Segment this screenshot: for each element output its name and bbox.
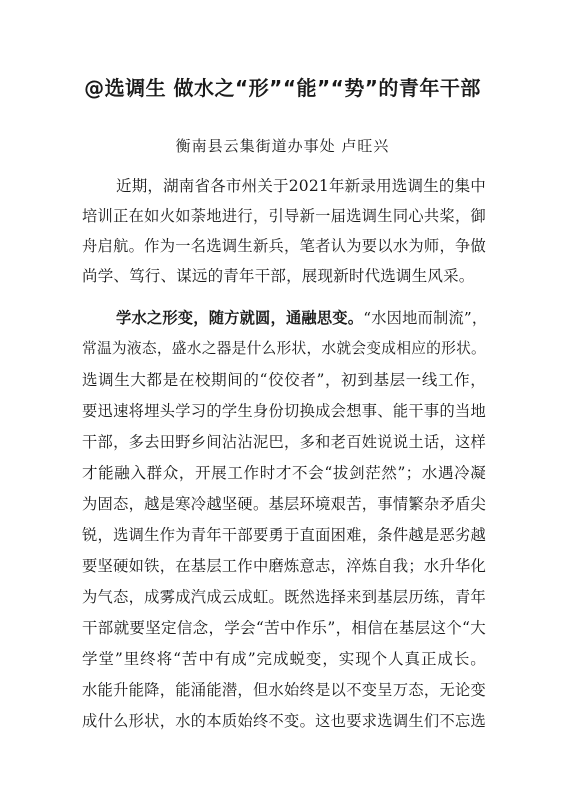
paragraph-2-line: 选调生大都是在校期间的“佼佼者”，初到基层一线工作， <box>82 371 486 389</box>
paragraph-2-line: 要迅速将埋头学习的学生身份切换成会想事、能干事的当地 <box>82 402 486 420</box>
paragraph-2-line: 为气态，成雾成汽成云成虹。既然选择来到基层历练，青年 <box>82 588 486 606</box>
paragraph-2-line: 要坚硬如铁，在基层工作中磨炼意志，淬炼自我；水升华化 <box>82 557 486 575</box>
paragraph-1-line: 近期，湖南省各市州关于2021年新录用选调生的集中 <box>116 177 486 195</box>
paragraph-2-first-rest: “水因地而制流”， <box>363 309 488 327</box>
paragraph-2-line: 学堂”里终将“苦中有成”完成蜕变，实现个人真正成长。 <box>82 650 486 668</box>
paragraph-2-line: 锐，选调生作为青年干部要勇于直面困难，条件越是恶劣越 <box>82 526 486 544</box>
paragraph-2-line: 成什么形状，水的本质始终不变。这也要求选调生们不忘选 <box>82 712 486 730</box>
paragraph-2-line: 常温为液态，盛水之器是什么形状，水就会变成相应的形状。 <box>82 340 486 357</box>
article-title: @选调生 做水之“形”“能”“势”的青年干部 <box>84 76 481 100</box>
paragraph-2-line: 水能升能降，能涌能潜，但水始终是以不变呈万态，无论变 <box>82 681 486 699</box>
paragraph-2-first-line <box>116 308 486 328</box>
paragraph-1-line: 舟启航。作为一名选调生新兵，笔者认为要以水为师，争做 <box>82 237 486 255</box>
paragraph-1-line: 培训正在如火如荼地进行，引导新一届选调生同心共桨，御 <box>82 207 486 225</box>
paragraph-2-line: 干部就要坚定信念，学会“苦中作乐”，相信在基层这个“大 <box>82 619 486 637</box>
paragraph-2-line: 才能融入群众，开展工作时才不会“拔剑茫然”；水遇冷凝 <box>82 464 486 482</box>
paragraph-2-line: 为固态，越是寒冷越坚硬。基层环境艰苦，事情繁杂矛盾尖 <box>82 495 486 513</box>
paragraph-1-line: 尚学、笃行、谋远的青年干部，展现新时代选调生风采。 <box>82 267 475 285</box>
paragraph-2-heading: 学水之形变，随方就圆，通融思变。 <box>116 309 364 327</box>
article-byline: 衡南县云集街道办事处 卢旺兴 <box>175 137 390 155</box>
paragraph-2-line: 干部，多去田野乡间沾沾泥巴，多和老百姓说说土话，这样 <box>82 433 486 451</box>
